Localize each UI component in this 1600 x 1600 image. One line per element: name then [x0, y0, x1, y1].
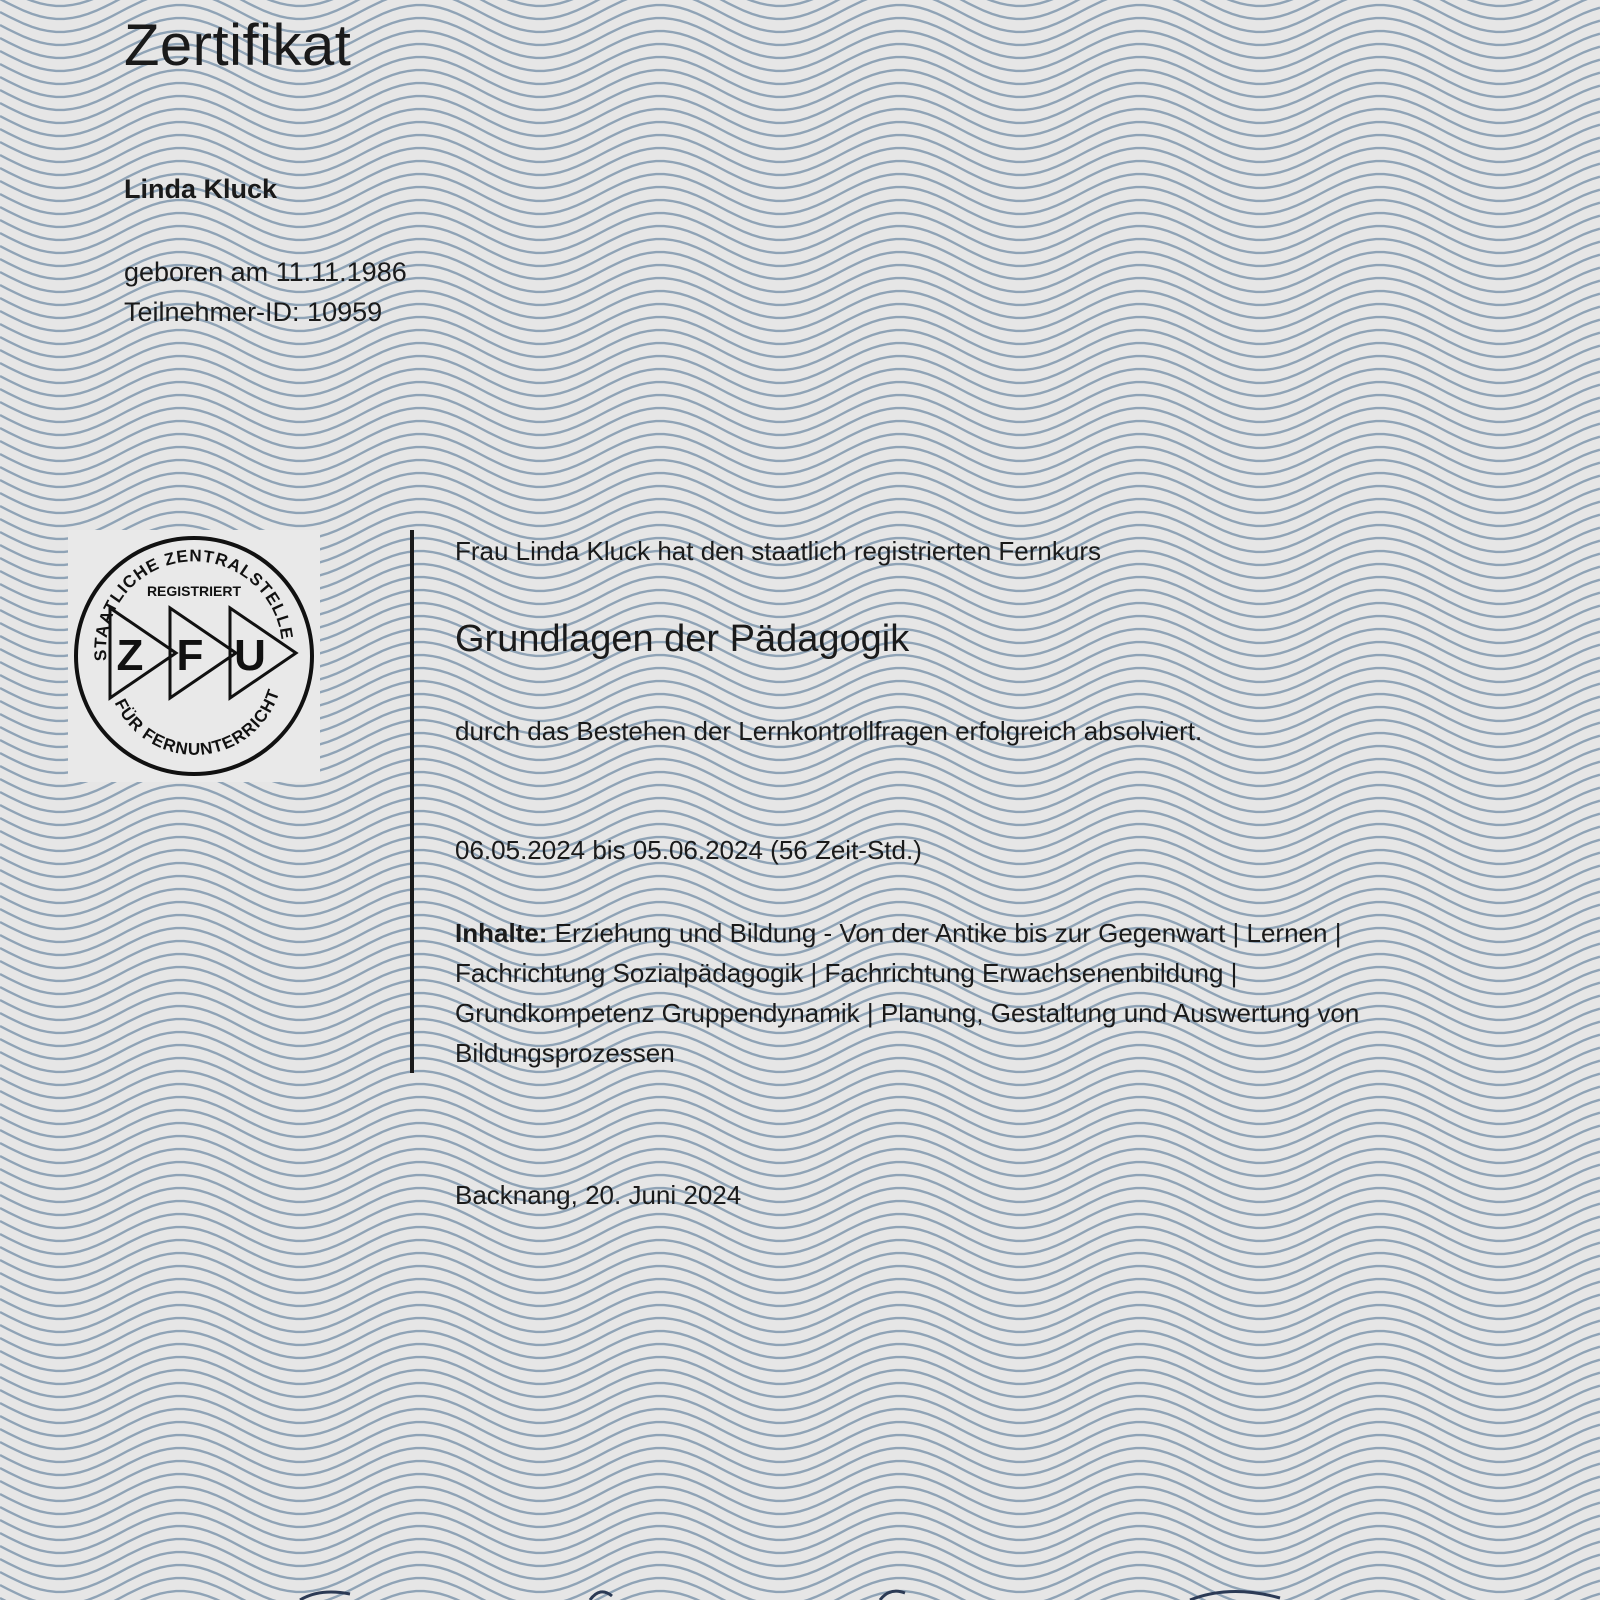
- course-contents: [455, 913, 1435, 1073]
- seal-letter-z: Z: [116, 631, 144, 680]
- contents-text: Erziehung und Bildung - Von der Antike bis zur Gegenwart | Lernen | Fachrichtung Sozialpädagogik | Fachrichtung Erwachsenenbildung | Grundkompetenz Gruppendynamik | Planung, Gestaltung und Auswertung von Bildungsprozessen: [455, 918, 1360, 1068]
- vertical-divider: [410, 530, 414, 1073]
- course-period: 06.05.2024 bis 05.06.2024 (56 Zeit-Std.): [455, 835, 922, 865]
- course-title: Grundlagen der Pädagogik: [455, 618, 910, 660]
- seal-top-arc-text: STAATLICHE ZENTRALSTELLE: [90, 546, 297, 662]
- intro-line: Frau Linda Kluck hat den staatlich registrierten Fernkurs: [455, 536, 1101, 566]
- zfu-seal: [68, 530, 320, 782]
- holder-name: Linda Kluck: [124, 174, 278, 204]
- seal-letter-u: U: [234, 631, 266, 680]
- birth-date-line: geboren am 11.11.1986: [124, 257, 407, 287]
- seal-registered-text: REGISTRIERT: [146, 583, 242, 599]
- seal-letter-f: F: [176, 631, 204, 680]
- place-and-date: Backnang, 20. Juni 2024: [455, 1180, 742, 1210]
- certificate-title: Zertifikat: [124, 13, 352, 78]
- contents-label: Inhalte:: [455, 918, 548, 948]
- seal-bottom-arc-text: FÜR FERNUNTERRICHT: [110, 686, 284, 759]
- svg-text:FÜR FERNUNTERRICHT: [111, 686, 284, 759]
- holder-details: [124, 252, 407, 332]
- completion-line: durch das Bestehen der Lernkontrollfragen erfolgreich absolviert.: [455, 716, 1203, 746]
- participant-id-line: Teilnehmer-ID: 10959: [124, 297, 383, 327]
- signature-marks: [0, 1584, 1600, 1600]
